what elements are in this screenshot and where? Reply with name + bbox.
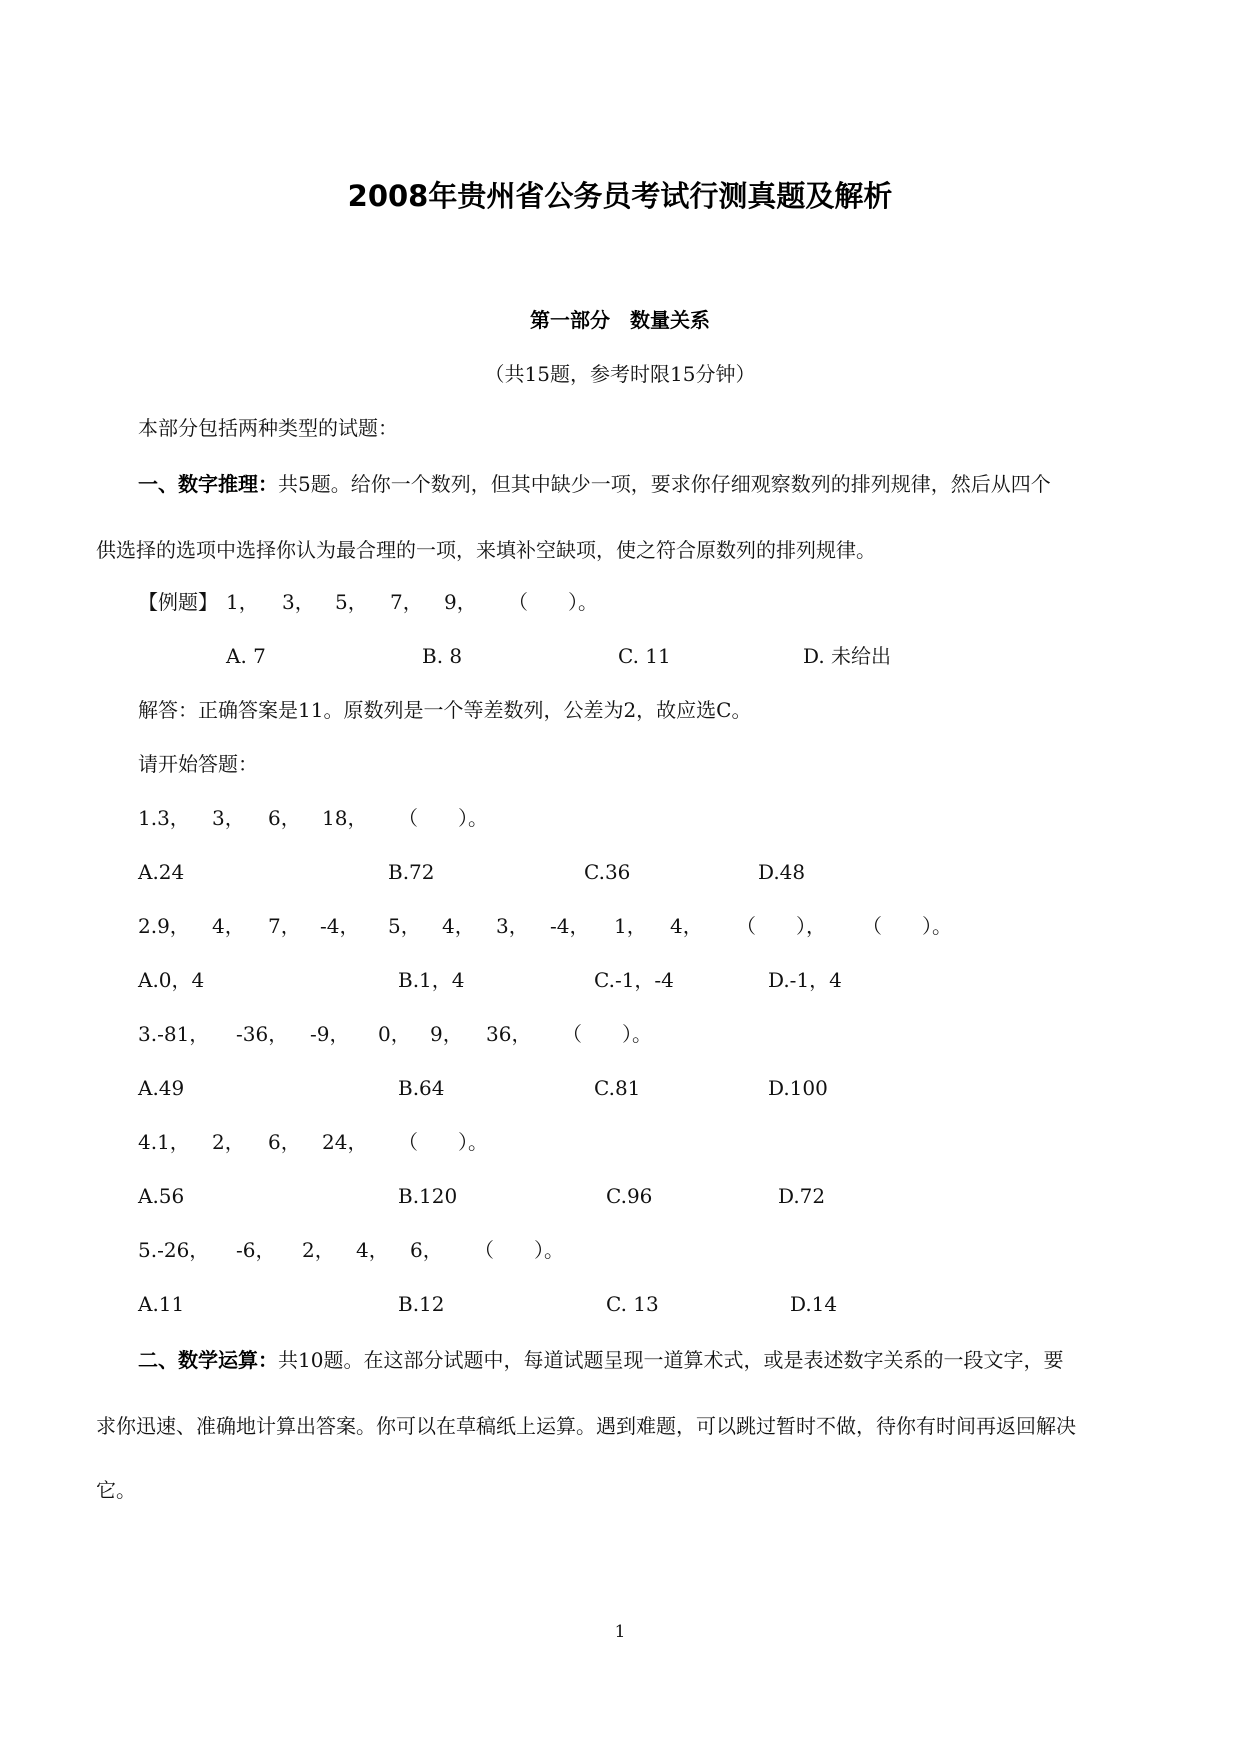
question-2-term: 1， — [614, 914, 647, 938]
question-5-blank: （ ）。 — [474, 1238, 564, 1262]
section-title: 第一部分 数量关系 — [530, 308, 710, 332]
question-4-term: 2， — [212, 1130, 245, 1154]
part1-text-line2: 供选择的选项中选择你认为最合理的一项，来填补空缺项，使之符合原数列的排列规律。 — [96, 538, 876, 562]
question-3-term: 0， — [378, 1022, 411, 1046]
question-5-term: 6， — [410, 1238, 443, 1262]
question-2-term: 7， — [268, 914, 301, 938]
part1-paragraph-line1 — [138, 470, 1051, 498]
part2-text-line2: 求你迅速、准确地计算出答案。你可以在草稿纸上运算。遇到难题，可以跳过暂时不做，待你有时间再返回解决 — [96, 1414, 1076, 1438]
question-5-term: -6， — [236, 1238, 276, 1262]
question-5-term: 5.-26， — [138, 1238, 210, 1262]
question-2-term: -4， — [320, 914, 360, 938]
question-4-term: 4.1， — [138, 1130, 190, 1154]
question-3-blank: （ ）。 — [562, 1022, 652, 1046]
question-5-option-d: D.14 — [790, 1292, 838, 1316]
question-5-term: 2， — [302, 1238, 335, 1262]
part2-paragraph-line1 — [138, 1346, 1063, 1374]
question-2-term: 4， — [212, 914, 245, 938]
question-3-term: -9， — [310, 1022, 350, 1046]
question-4-option-d: D.72 — [778, 1184, 826, 1208]
question-2-term: 2.9， — [138, 914, 190, 938]
question-2-option-c: C.-1，-4 — [594, 968, 674, 992]
part1-label: 一、数字推理： — [138, 472, 278, 496]
example-term: 1， — [226, 590, 259, 614]
question-3-option-c: C.81 — [594, 1076, 641, 1100]
question-3-option-a: A.49 — [138, 1076, 185, 1100]
example-answer: 解答：正确答案是11。原数列是一个等差数列，公差为2，故应选C。 — [138, 698, 752, 722]
document-title: 2008年贵州省公务员考试行测真题及解析 — [347, 179, 893, 213]
question-1-option-d: D.48 — [758, 860, 806, 884]
part2-text-line1: 共10题。在这部分试题中，每道试题呈现一道算术式，或是表述数字关系的一段文字，要 — [278, 1348, 1064, 1372]
part1-text-line1: 共5题。给你一个数列，但其中缺少一项，要求你仔细观察数列的排列规律，然后从四个 — [278, 472, 1051, 496]
question-4-term: 6， — [268, 1130, 301, 1154]
question-1-option-c: C.36 — [584, 860, 631, 884]
question-3-term: 3.-81， — [138, 1022, 210, 1046]
question-2-term: 4， — [442, 914, 475, 938]
example-option-c: C. 11 — [618, 644, 671, 668]
question-1-blank: （ ）。 — [398, 806, 488, 830]
question-4-option-b: B.120 — [398, 1184, 458, 1208]
question-5-option-a: A.11 — [138, 1292, 185, 1316]
question-4-option-a: A.56 — [138, 1184, 185, 1208]
question-2-term: 4， — [670, 914, 703, 938]
part2-text-line3: 它。 — [96, 1478, 136, 1502]
example-term: 7， — [390, 590, 423, 614]
question-4-blank: （ ）。 — [398, 1130, 488, 1154]
question-4-term: 24， — [322, 1130, 368, 1154]
question-1-term: 6， — [268, 806, 301, 830]
part2-label: 二、数学运算： — [138, 1348, 278, 1372]
example-option-d: D. 未给出 — [803, 644, 892, 668]
question-2-option-a: A.0，4 — [138, 968, 205, 992]
example-label: 【例题】 — [138, 590, 218, 614]
example-term: 3， — [282, 590, 315, 614]
question-2-blank: （ ）。 — [862, 914, 952, 938]
question-3-option-d: D.100 — [768, 1076, 828, 1100]
page-number: 1 — [614, 1622, 626, 1642]
question-1-term: 18， — [322, 806, 368, 830]
intro-text: 本部分包括两种类型的试题： — [138, 416, 398, 440]
example-option-b: B. 8 — [422, 644, 463, 668]
question-2-term: 3， — [496, 914, 529, 938]
question-2-blank: （ ）， — [736, 914, 826, 938]
example-term: 9， — [444, 590, 477, 614]
question-5-term: 4， — [356, 1238, 389, 1262]
question-1-term: 1.3， — [138, 806, 190, 830]
question-1-term: 3， — [212, 806, 245, 830]
question-5-option-c: C. 13 — [606, 1292, 659, 1316]
example-blank: （ ）。 — [508, 590, 598, 614]
question-3-option-b: B.64 — [398, 1076, 445, 1100]
example-option-a: A. 7 — [226, 644, 266, 668]
start-prompt: 请开始答题： — [138, 752, 258, 776]
question-3-term: 9， — [430, 1022, 463, 1046]
question-3-term: -36， — [236, 1022, 289, 1046]
question-2-option-d: D.-1，4 — [768, 968, 842, 992]
example-term: 5， — [335, 590, 368, 614]
question-4-option-c: C.96 — [606, 1184, 653, 1208]
question-2-term: -4， — [550, 914, 590, 938]
question-3-term: 36， — [486, 1022, 532, 1046]
question-2-term: 5， — [388, 914, 421, 938]
section-note: （共15题，参考时限15分钟） — [484, 362, 756, 386]
question-1-option-b: B.72 — [388, 860, 435, 884]
question-1-option-a: A.24 — [138, 860, 185, 884]
question-5-option-b: B.12 — [398, 1292, 445, 1316]
question-2-option-b: B.1，4 — [398, 968, 465, 992]
